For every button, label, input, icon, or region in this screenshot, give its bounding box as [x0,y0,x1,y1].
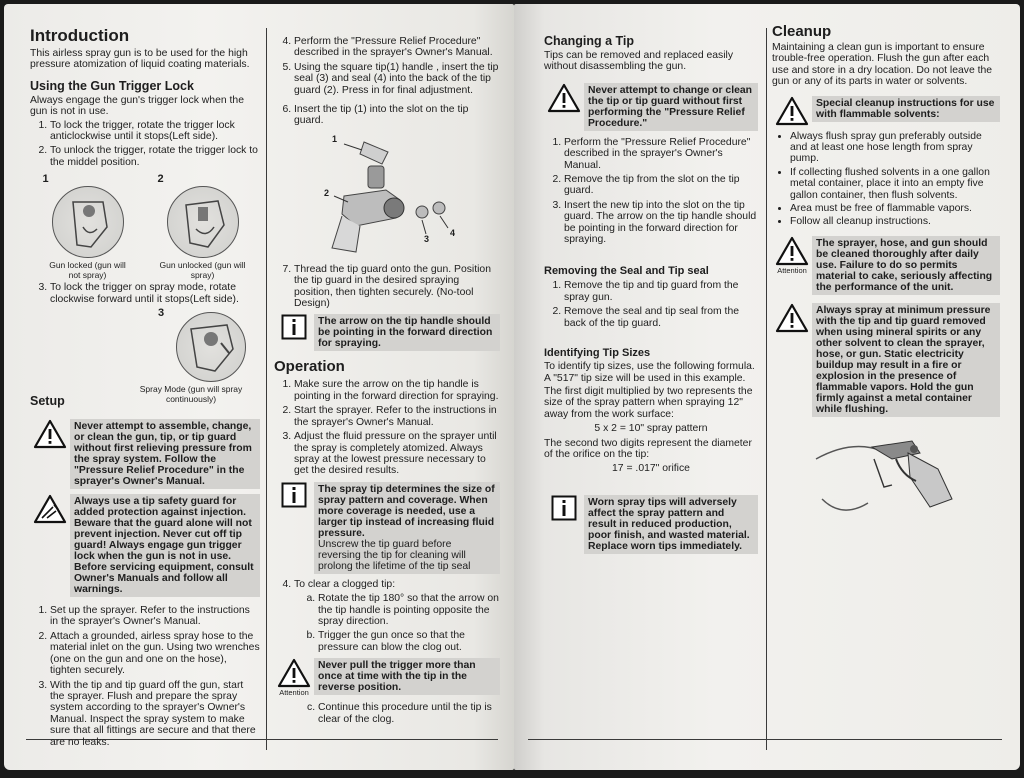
formula-orifice: 17 = .017" orifice [612,463,690,475]
trigger-lock-heading: Using the Gun Trigger Lock [30,78,194,93]
setup-heading: Setup [30,394,65,409]
list-item: 3. Insert the new tip into the slot on the tip guard. The arrow on the tip handle should be pointing in the forward direction for spraying. [564,200,758,246]
list-item: 3. To lock the trigger on spray mode, rotate clockwise forward until it stops(Left side). [50,282,260,305]
cleanup-warning-flammable: Special cleanup instructions for use with flammable solvents: [772,96,1000,126]
info-icon [274,482,314,508]
column-divider [266,28,267,750]
introduction-body: This airless spray gun is to be used for the high pressure atomization of liquid coating materials. [30,48,250,71]
introduction-heading: Introduction [30,26,130,45]
trigger-lock-illustration [52,186,124,258]
operation-heading: Operation [274,358,345,376]
changing-tip-steps [544,137,758,246]
warning-icon [30,419,70,449]
figure-spray-mode: 3 [30,308,260,392]
list-item: a. Rotate the tip 180° so that the arrow on the tip handle is pointing opposite the spray direction. [318,593,500,627]
flushing-gun-figure [812,429,1000,532]
list-item: 1. To lock the trigger, rotate the trigger lock anticlockwise until it stops(Left side). [50,120,260,143]
spray-mode-illustration [176,312,246,382]
list-item: 1. Remove the tip and tip guard from the spray gun. [564,280,758,303]
changing-tip-warning: Never attempt to change or clean the tip or tip guard without first performing the "Pressure Relief Procedure." [544,83,758,131]
list-item: • Area must be free of flammable vapors. [790,203,1000,214]
removing-seal-steps [544,280,758,329]
info-worn-tips: Worn spray tips will adversely affect the spray pattern and result in reduced production, poor finish, and wasted material. Replace worn tips immediately. [544,495,758,554]
warning-icon [772,303,812,333]
list-item: c. Continue this procedure until the tip is clear of the clog. [318,702,500,725]
cleanup-warning-static: Always spray at minimum pressure with the tip and tip guard removed when using mineral spirits or any other solvent to clean the sprayer, hose, or gun. Static electricity buildup may result in a fire or explosion in the presence of flammable vapors. Hold the gun firmly against a metal container while flushing. [772,303,1000,417]
list-item: 2. Remove the tip from the slot on the tip guard. [564,174,758,197]
trigger-lock-illustration [167,186,239,258]
trigger-lock-figures [30,174,260,280]
tip-assembly-illustration [304,130,484,262]
figure-gun-unlocked: 2 Gun unlocked (gun will spray) [157,173,246,281]
setup-steps-continued [274,36,500,127]
cleanup-bullets [772,131,1000,228]
identifying-body-2: The first digit multiplied by two represents the size of the spray pattern when spraying 12" away from the work surface: [544,385,753,420]
warning-icon [544,83,584,113]
list-item: 1. Perform the "Pressure Relief Procedure" described in the sprayer's Owner's Manual. [564,137,758,171]
flushing-gun-illustration [812,429,972,529]
figure-caption: Gun unlocked (gun will spray) [159,260,246,281]
figure-label: 2 [324,187,330,198]
identifying-tip-heading: Identifying Tip Sizes [544,347,651,360]
list-item: 4. To clear a clogged tip: [294,579,500,590]
clog-substeps [274,593,500,653]
identifying-body-3: The second two digits represent the diameter of the orifice on the tip: [544,437,752,460]
removing-seal-heading: Removing the Seal and Tip seal [544,265,709,278]
list-item: b. Trigger the gun once so that the pressure can blow the clog out. [318,630,500,653]
info-icon [274,314,314,340]
changing-tip-heading: Changing a Tip [544,34,635,48]
list-item: 6. Insert the tip (1) into the slot on the tip guard. [294,104,500,127]
left-column-1 [30,12,260,751]
warning-reverse-trigger: Attention Never pull the trigger more than once at time with the tip in the reverse position. [274,658,500,697]
cleanup-heading: Cleanup [772,23,832,40]
tip-assembly-figure [304,130,500,262]
info-arrow-direction: The arrow on the tip handle should be pointing in the forward direction for spraying. [274,314,500,351]
setup-steps [30,605,260,748]
operation-step-4 [274,579,500,590]
list-item: 2. Attach a grounded, airless spray hose to the material inlet on the gun. Using two wrenches (one on the gun and one on the hose), tighten securely. [50,631,260,677]
info-icon [544,495,584,521]
list-item: 3. With the tip and tip guard off the gun, start the sprayer. Flush and prepare the spray system according to the sprayer's Owner's Manual. Inspect the spray system to make sure that all fittings are secure and that there are no leaks. [50,680,260,748]
figure-label: 4 [450,227,456,238]
setup-warning-pressure: Never attempt to assemble, change, or clean the gun, tip, or tip guard without first relieving pressure from the spray system. Follow the "Pressure Relief Procedure" in the sprayer's Owner's Manual. [30,419,260,489]
right-column-3 [544,28,758,559]
list-item: • Follow all cleanup instructions. [790,216,1000,227]
list-item: 7. Thread the tip guard onto the gun. Position the tip guard in the desired spraying position, then tighten securely. (No-tool Design) [294,264,500,310]
setup-step-7 [274,264,500,310]
info-spray-tip: The spray tip determines the size of spray pattern and coverage. When more coverage is needed, use a larger tip instead of increasing fluid pressure. Unscrew the tip guard before reversing the tip for cleaning will prolong the lifetime of the tip seal [274,482,500,574]
bottom-rule [528,739,1002,740]
left-column-2 [274,34,500,728]
trigger-lock-intro: Always engage the gun's trigger lock when the gun is not in use. [30,94,244,118]
figure-caption: Spray Mode (gun will spray continuously) [139,384,243,405]
figure-gun-locked: 1 Gun locked (gun will not spray) [43,174,133,280]
identifying-body-1: To identify tip sizes, use the following formula. A "517" tip size will be used in this example. [544,361,755,384]
figure-label: 3 [424,233,430,244]
operation-steps [274,379,500,476]
left-page [4,4,514,770]
right-column-4 [772,18,1000,532]
trigger-lock-steps [30,120,260,169]
list-item: 3. Adjust the fluid pressure on the sprayer until the spray is completely atomized. Always spray at the lowest pressure necessary to get the desired results. [294,431,500,477]
list-item: 5. Using the square tip(1) handle , insert the tip seal (3) and seal (4) into the back of the tip guard (2). Press in for final adjustment. [294,62,500,96]
injection-hazard-icon [30,494,70,524]
warning-icon: Attention [772,236,812,275]
clog-substep-c [274,702,500,725]
trigger-lock-step-3 [30,282,260,305]
setup-warning-injection: Always use a tip safety guard for added protection against injection. Beware that the guard alone will not prevent injection. Never cut off tip guard! Always engage gun trigger lock when the gun is not in use. Before servicing equipment, consult Owner's Manuals and follow all warnings. [30,494,260,597]
formula-pattern: 5 x 2 = 10" spray pattern [594,423,708,435]
list-item: 4. Perform the "Pressure Relief Procedure" described in the sprayer's Owner's Manual. [294,36,500,59]
warning-icon: Attention [274,658,314,697]
figure-caption: Gun locked (gun will not spray) [49,260,126,281]
column-divider [766,28,767,750]
figure-label: 1 [332,133,338,144]
list-item: 2. Start the sprayer. Refer to the instructions in the sprayer's Owner's Manual. [294,405,500,428]
changing-tip-intro: Tips can be removed and replaced easily without disassembling the gun. [544,50,734,73]
warning-icon [772,96,812,126]
list-item: 1. Make sure the arrow on the tip handle is pointing in the forward direction for spraying. [294,379,500,402]
list-item: • If collecting flushed solvents in a one gallon metal container, place it into an empty five gallon container, then flush solvents. [790,167,1000,201]
list-item: 1. Set up the sprayer. Refer to the instructions in the sprayer's Owner's Manual. [50,605,260,628]
list-item: 2. Remove the seal and tip seal from the back of the tip guard. [564,306,758,329]
cleanup-warning-daily: Attention The sprayer, hose, and gun should be cleaned thoroughly after daily use. Failure to do so permits material to cake, seriously affecting the performance of the unit. [772,236,1000,295]
list-item: • Always flush spray gun preferably outside and at least one hose length from spray pump. [790,131,1000,165]
setup-header-row [30,384,260,414]
right-page [514,4,1020,770]
list-item: 2. To unlock the trigger, rotate the trigger lock to the middel position. [50,145,260,168]
cleanup-body: Maintaining a clean gun is important to ensure trouble-free operation. Flush the gun after each use and store in a dry location. Do not leave the gun or any of its parts in water or solvents. [772,42,993,88]
